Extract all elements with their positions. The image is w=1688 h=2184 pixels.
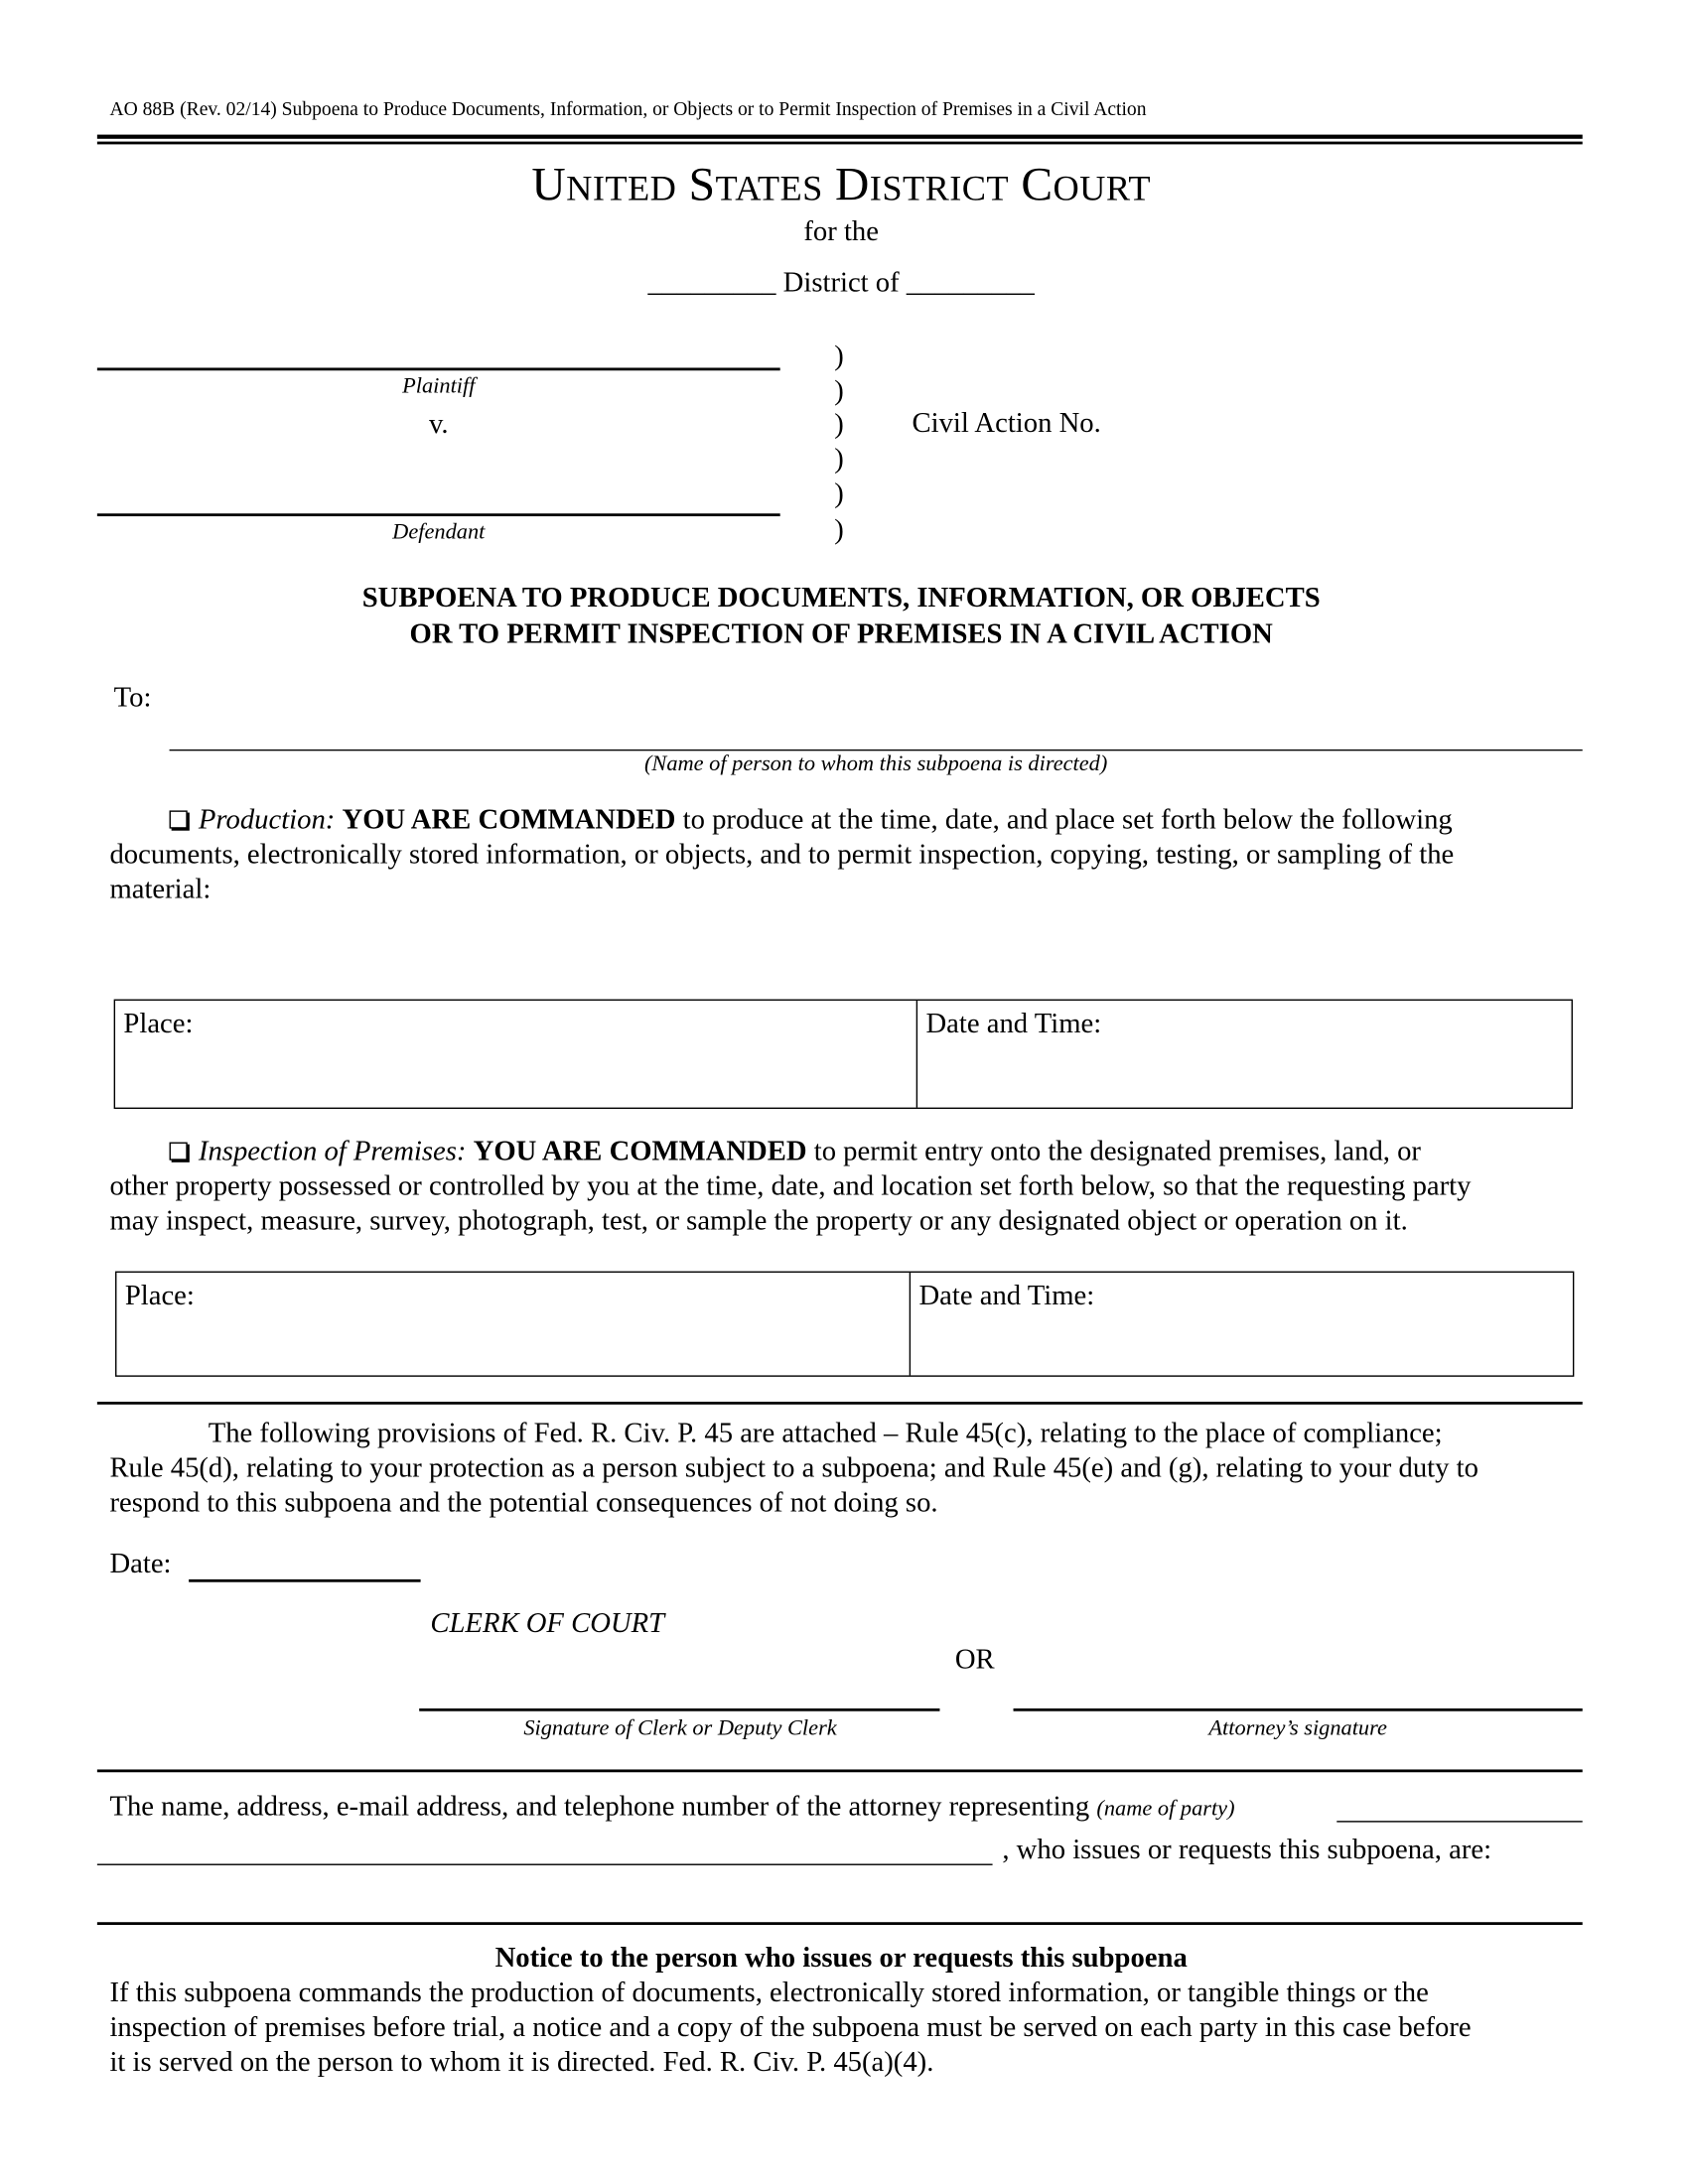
clerk-signature-label: Signature of Clerk or Deputy Clerk: [523, 1716, 837, 1741]
paren: ): [834, 409, 844, 441]
production-checkbox[interactable]: [170, 810, 188, 828]
recipient-name-label: (Name of person to whom this subpoena is directed): [643, 751, 1108, 776]
attorney-signature-label: Attorney’s signature: [1208, 1716, 1387, 1741]
inspection-line3: may inspect, measure, survey, photograph, test, or sample the property or any designated object or operation on it.: [109, 1205, 1408, 1237]
form-id-header: AO 88B (Rev. 02/14) Subpoena to Produce Documents, Information, or Objects or to Permit Inspection of Premises in a Civil Action: [109, 99, 1147, 121]
attorney-line1: The name, address, e-mail address, and telephone number of the attorney representing (name of party): [109, 1791, 1235, 1823]
plaintiff-line[interactable]: [97, 367, 780, 369]
production-line1: Production: YOU ARE COMMANDED to produce at the time, date, and place set forth below the following: [170, 806, 1453, 835]
inspection-line1: Inspection of Premises: YOU ARE COMMANDED to permit entry onto the designated premises, land, or: [170, 1138, 1421, 1166]
table-divider: [916, 1001, 917, 1108]
inspection-table: [115, 1272, 1574, 1377]
defendant-label: Defendant: [392, 520, 486, 545]
production-date-time-field[interactable]: Date and Time:: [925, 1009, 1102, 1040]
paren: ): [834, 444, 844, 476]
for-the-text: for the: [803, 216, 879, 247]
provisions-line2: Rule 45(d), relating to your protection as a person subject to a subpoena; and Rule 45(e) and (g), relating to your duty to: [109, 1452, 1478, 1484]
plaintiff-label: Plaintiff: [402, 374, 476, 399]
attorney-line2: , who issues or requests this subpoena, are:: [1002, 1835, 1492, 1865]
header-rule-thin: [97, 142, 1583, 144]
notice-line3: it is served on the person to whom it is directed. Fed. R. Civ. P. 45(a)(4).: [109, 2047, 934, 2078]
civil-action-label: Civil Action No.: [912, 408, 1101, 439]
notice-title: Notice to the person who issues or requests this subpoena: [494, 1943, 1188, 1974]
party-name-line[interactable]: [1336, 1821, 1582, 1822]
recipient-name-line[interactable]: [170, 750, 1583, 751]
to-label: To:: [113, 682, 152, 714]
clerk-signature-line[interactable]: [419, 1708, 939, 1710]
district-field[interactable]: _________ District of _________: [647, 267, 1035, 299]
attorney-info-line[interactable]: [97, 1864, 993, 1865]
defendant-line[interactable]: [97, 513, 780, 515]
date-line[interactable]: [189, 1579, 420, 1581]
inspection-checkbox[interactable]: [170, 1143, 188, 1160]
production-line2: documents, electronically stored information, or objects, and to permit inspection, copying, testing, or sampling of the: [109, 839, 1455, 871]
provisions-line3: respond to this subpoena and the potential consequences of not doing so.: [109, 1487, 938, 1519]
paren: ): [834, 375, 844, 407]
inspection-place-field[interactable]: Place:: [124, 1281, 195, 1312]
date-label: Date:: [109, 1549, 172, 1579]
production-place-field[interactable]: Place:: [123, 1009, 194, 1040]
court-title: UNITED STATES DISTRICT COURT: [531, 159, 1151, 211]
versus-text: v.: [428, 409, 449, 441]
paren: ): [834, 478, 844, 510]
attorney-signature-line[interactable]: [1014, 1708, 1583, 1710]
notice-line2: inspection of premises before trial, a notice and a copy of the subpoena must be served on each party in this case before: [109, 2012, 1472, 2043]
notice-line1: If this subpoena commands the production of documents, electronically stored information, or tangible things or the: [109, 1978, 1429, 2008]
production-table: [114, 1000, 1573, 1109]
subpoena-title-line1: SUBPOENA TO PRODUCE DOCUMENTS, INFORMATION, OR OBJECTS: [361, 583, 1321, 614]
table-divider: [910, 1273, 911, 1375]
production-line3: material:: [109, 874, 211, 905]
or-text: OR: [954, 1644, 995, 1676]
section-rule: [97, 1769, 1583, 1772]
paren: ): [834, 514, 844, 546]
header-rule-thick: [97, 135, 1583, 139]
section-rule: [97, 1402, 1583, 1405]
inspection-date-time-field[interactable]: Date and Time:: [918, 1281, 1095, 1312]
clerk-of-court-label: CLERK OF COURT: [430, 1608, 665, 1640]
provisions-line1: The following provisions of Fed. R. Civ. P. 45 are attached – Rule 45(c), relating to the place of compliance;: [208, 1418, 1443, 1449]
subpoena-title-line2: OR TO PERMIT INSPECTION OF PREMISES IN A CIVIL ACTION: [409, 618, 1273, 650]
section-rule: [97, 1922, 1583, 1925]
inspection-line2: other property possessed or controlled by you at the time, date, and location set forth below, so that the requesting party: [109, 1170, 1472, 1202]
paren: ): [834, 341, 844, 372]
